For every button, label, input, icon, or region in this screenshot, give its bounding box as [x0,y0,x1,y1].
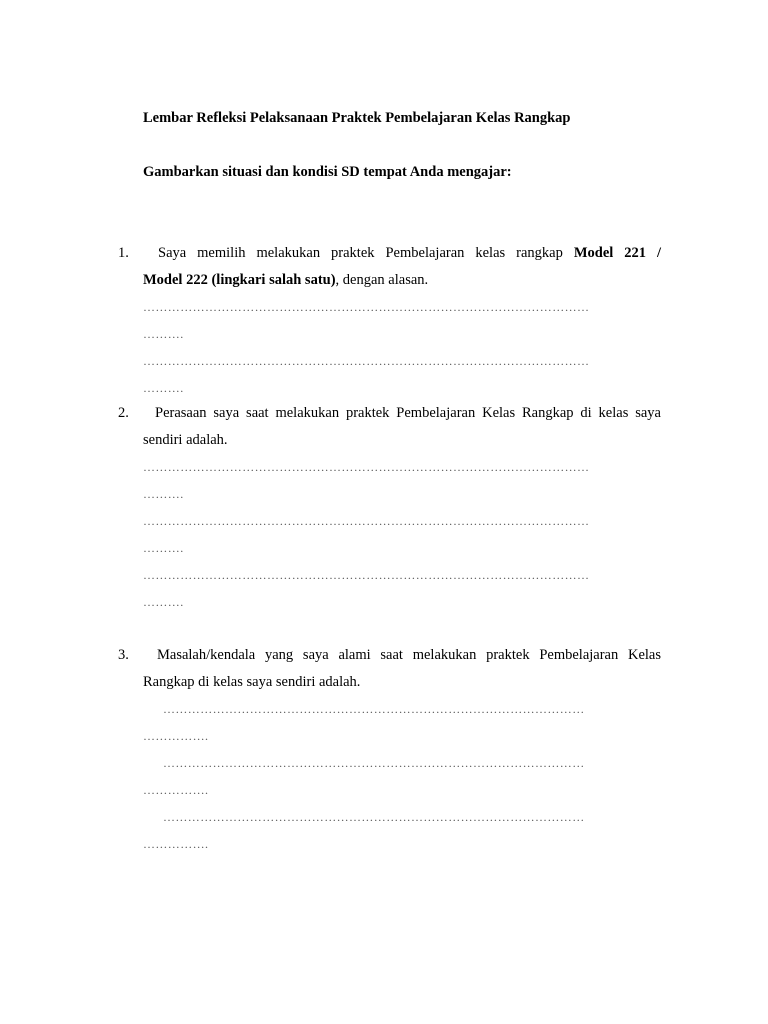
answer-line[interactable]: ………………………………………………………………………………………… [163,702,585,716]
question-1-line-2-text: , dengan alasan. [335,272,429,288]
answer-line[interactable]: ………………………………………………………………………………………… [163,756,585,770]
question-3-line-2: Rangkap di kelas saya sendiri adalah. [143,674,361,690]
question-1-number: 1. [118,245,129,261]
answer-line-end: ………. [143,381,184,395]
answer-line-end: ……………. [143,783,209,797]
question-2-line-1: Perasaan saya saat melakukan praktek Pembelajaran Kelas Rangkap di kelas saya [155,405,661,421]
answer-line[interactable]: ……………………………………………………………………………………………… [143,300,590,314]
document-subtitle: Gambarkan situasi dan kondisi SD tempat Anda mengajar: [143,164,512,180]
question-1-circle-instruction: Model 222 (lingkari salah satu) [143,272,336,288]
answer-line-end: ………. [143,487,184,501]
question-1-line-2 [143,272,428,289]
answer-line-end: ……………. [143,729,209,743]
document-title: Lembar Refleksi Pelaksanaan Praktek Pembelajaran Kelas Rangkap [143,110,571,126]
answer-line-end: ……………. [143,837,209,851]
question-2-line-2: sendiri adalah. [143,432,228,448]
answer-line[interactable]: ……………………………………………………………………………………………… [143,354,590,368]
question-3-number: 3. [118,647,129,663]
question-1-line-1-text: Saya memilih melakukan praktek Pembelajaran kelas rangkap [158,245,574,261]
answer-line[interactable]: ……………………………………………………………………………………………… [143,514,590,528]
answer-line-end: ………. [143,595,184,609]
answer-line-end: ………. [143,541,184,555]
answer-line-end: ………. [143,327,184,341]
answer-line[interactable]: ……………………………………………………………………………………………… [143,568,590,582]
question-1-model-options: Model 221 / [573,245,661,261]
answer-line[interactable]: ……………………………………………………………………………………………… [143,460,590,474]
answer-line[interactable]: ………………………………………………………………………………………… [163,810,585,824]
question-1-line-1 [158,245,661,262]
question-3-line-1: Masalah/kendala yang saya alami saat melakukan praktek Pembelajaran Kelas [157,647,661,663]
question-2-number: 2. [118,405,129,421]
